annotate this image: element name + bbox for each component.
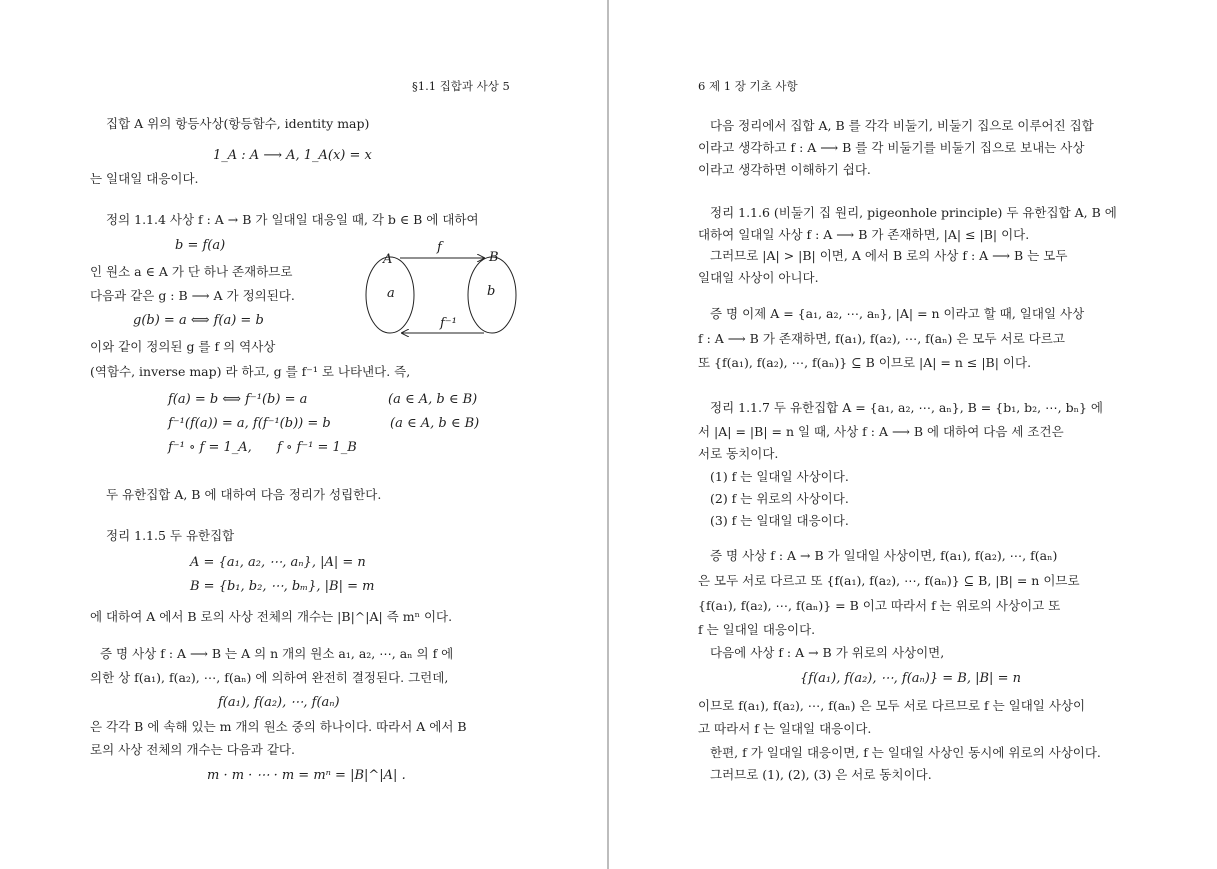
text-line: 다음 정리에서 집합 A, B 를 각각 비둘기, 비둘기 집으로 이루어진 집합: [710, 118, 1094, 133]
equation: f ∘ f⁻¹ = 1_B: [277, 440, 357, 455]
text-line: 이와 같이 정의된 g 를 f 의 역사상: [90, 339, 276, 354]
text-line: 이므로 f(a₁), f(a₂), ⋯, f(aₙ) 은 모두 서로 다르므로 f 는 일대일 사상이: [698, 698, 1086, 713]
diagram-label-A: A: [383, 252, 393, 267]
equation: f(a) = b ⟺ f⁻¹(b) = a: [168, 392, 308, 407]
equation: f⁻¹(f(a)) = a, f(f⁻¹(b)) = b: [168, 416, 331, 431]
equation: g(b) = a ⟺ f(a) = b: [133, 313, 264, 328]
diagram-label-b: b: [487, 284, 496, 299]
left-page: [0, 0, 607, 869]
page-header: §1.1 집합과 사상 5: [412, 79, 510, 93]
page-gutter: [607, 0, 609, 869]
equation: A = {a₁, a₂, ⋯, aₙ}, |A| = n: [190, 555, 366, 570]
text-line: 은 모두 서로 다르고 또 {f(a₁), f(a₂), ⋯, f(aₙ)} ⊆ B, |B| = n 이므로: [698, 573, 1080, 588]
text-line: 이라고 생각하고 f : A ⟶ B 를 각 비둘기를 비둘기 집으로 보내는 사상: [698, 140, 1085, 155]
intro-line: 집합 A 위의 항등사상(항등함수, identity map): [106, 116, 370, 131]
proof-heading: 증 명 사상 f : A → B 가 일대일 사상이면, f(a₁), f(a₂), ⋯, f(aₙ): [710, 548, 1058, 563]
proof-heading: 증 명 사상 f : A ⟶ B 는 A 의 n 개의 원소 a₁, a₂, ⋯, aₙ 의 f 에: [100, 646, 454, 661]
text-line: 에 대하여 A 에서 B 로의 사상 전체의 개수는 |B|^|A| 즉 mⁿ 이다.: [90, 609, 453, 624]
text-line: 이라고 생각하면 이해하기 쉽다.: [698, 162, 871, 177]
text-line: (역함수, inverse map) 라 하고, g 를 f⁻¹ 로 나타낸다. 즉,: [90, 364, 411, 379]
theorem-heading: 정리 1.1.6 (비둘기 집 원리, pigeonhole principle) 두 유한집합 A, B 에: [710, 205, 1117, 220]
equation: B = {b₁, b₂, ⋯, bₘ}, |B| = m: [190, 579, 375, 594]
equation: f⁻¹ ∘ f = 1_A,: [168, 440, 252, 455]
list-item: (2) f 는 위로의 사상이다.: [710, 491, 849, 506]
diagram-label-f: f: [437, 240, 442, 255]
page-header: 6 제 1 장 기초 사항: [698, 79, 798, 93]
text-line: 로의 사상 전체의 개수는 다음과 같다.: [90, 742, 295, 757]
diagram-label-B: B: [489, 250, 499, 265]
text-line: 다음에 사상 f : A → B 가 위로의 사상이면,: [710, 645, 945, 660]
equation: {f(a₁), f(a₂), ⋯, f(aₙ)} = B, |B| = n: [800, 671, 1021, 686]
equation: b = f(a): [175, 238, 226, 253]
text-line: 은 각각 B 에 속해 있는 m 개의 원소 중의 하나이다. 따라서 A 에서 B: [90, 719, 467, 734]
equation: m · m · ⋯ · m = mⁿ = |B|^|A| .: [207, 768, 406, 783]
text-line: 다음과 같은 g : B ⟶ A 가 정의된다.: [90, 288, 295, 303]
text-line: 인 원소 a ∈ A 가 단 하나 존재하므로: [90, 264, 293, 279]
diagram-label-finv: f⁻¹: [440, 316, 457, 331]
diagram-label-a: a: [387, 286, 395, 301]
theorem-heading: 정리 1.1.5 두 유한집합: [106, 528, 235, 543]
list-item: (1) f 는 일대일 사상이다.: [710, 469, 849, 484]
text-line: 그러므로 |A| > |B| 이면, A 에서 B 로의 사상 f : A ⟶ B 는 모두: [710, 248, 1068, 263]
text-line: 대하여 일대일 사상 f : A ⟶ B 가 존재하면, |A| ≤ |B| 이다.: [698, 227, 1030, 242]
text-line: 일대일 사상이 아니다.: [698, 270, 819, 285]
definition-heading: 정의 1.1.4 사상 f : A → B 가 일대일 대응일 때, 각 b ∈ B 에 대하여: [106, 212, 479, 227]
text-line: f 는 일대일 대응이다.: [698, 622, 816, 637]
text-line: 서로 동치이다.: [698, 446, 779, 461]
text-line: 의한 상 f(a₁), f(a₂), ⋯, f(aₙ) 에 의하여 완전히 결정된다. 그런데,: [90, 670, 449, 685]
equation-condition: (a ∈ A, b ∈ B): [390, 416, 480, 431]
intro-line: 는 일대일 대응이다.: [90, 171, 199, 186]
text-line: {f(a₁), f(a₂), ⋯, f(aₙ)} = B 이고 따라서 f 는 위로의 사상이고 또: [698, 598, 1061, 613]
proof-heading: 증 명 이제 A = {a₁, a₂, ⋯, aₙ}, |A| = n 이라고 할 때, 일대일 사상: [710, 306, 1085, 321]
text-line: 두 유한집합 A, B 에 대하여 다음 정리가 성립한다.: [106, 487, 382, 502]
right-page: [610, 0, 1217, 869]
text-line: 그러므로 (1), (2), (3) 은 서로 동치이다.: [710, 767, 932, 782]
text-line: 한편, f 가 일대일 대응이면, f 는 일대일 사상인 동시에 위로의 사상이다.: [710, 745, 1101, 760]
text-line: 또 {f(a₁), f(a₂), ⋯, f(aₙ)} ⊆ B 이므로 |A| = n ≤ |B| 이다.: [698, 355, 1032, 370]
text-line: 고 따라서 f 는 일대일 대응이다.: [698, 721, 872, 736]
list-item: (3) f 는 일대일 대응이다.: [710, 513, 849, 528]
text-line: f : A ⟶ B 가 존재하면, f(a₁), f(a₂), ⋯, f(aₙ) 은 모두 서로 다르고: [698, 331, 1065, 346]
theorem-heading: 정리 1.1.7 두 유한집합 A = {a₁, a₂, ⋯, aₙ}, B = {b₁, b₂, ⋯, bₙ} 에: [710, 400, 1103, 415]
equation: f(a₁), f(a₂), ⋯, f(aₙ): [218, 695, 340, 710]
identity-equation: 1_A : A ⟶ A, 1_A(x) = x: [213, 148, 372, 163]
equation-condition: (a ∈ A, b ∈ B): [388, 392, 478, 407]
text-line: 서 |A| = |B| = n 일 때, 사상 f : A ⟶ B 에 대하여 다음 세 조건은: [698, 424, 1064, 439]
